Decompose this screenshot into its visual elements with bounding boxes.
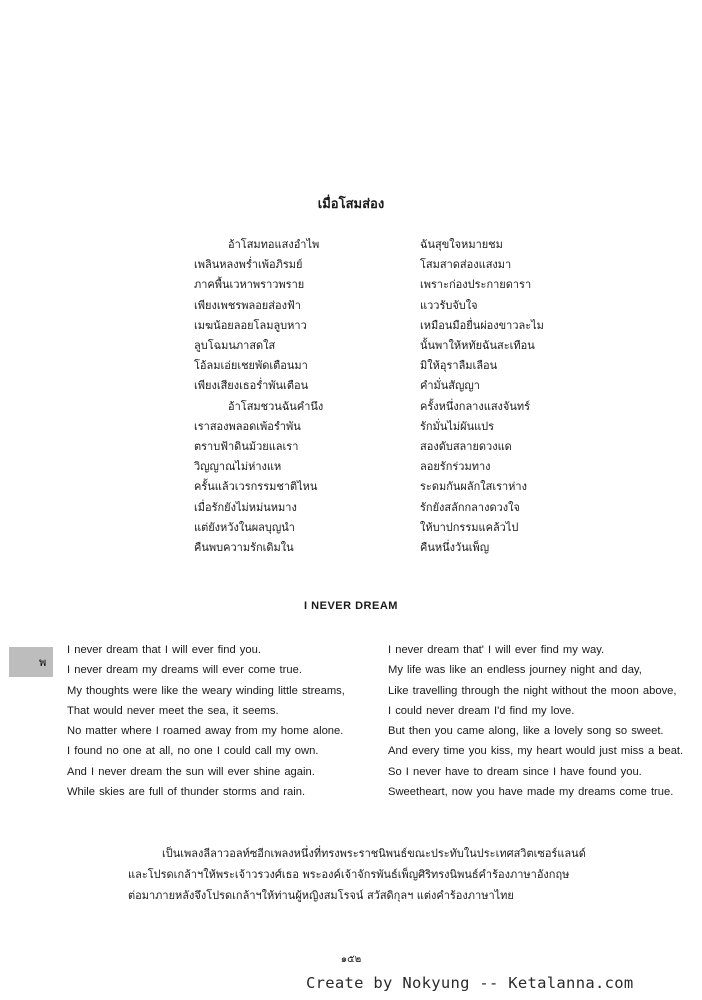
side-tab-label: พ xyxy=(39,656,47,669)
thai-poem-line: อ้าโสมทอแสงอำไพ xyxy=(228,238,320,251)
thai-poem-title: เมื่อโสมส่อง xyxy=(317,197,385,212)
english-poem-line: My thoughts were like the weary winding little streams, xyxy=(67,684,345,697)
english-poem-line: That would never meet the sea, it seems. xyxy=(67,704,279,717)
english-poem-line: And I never dream the sun will ever shine again. xyxy=(67,765,315,778)
thai-poem-line: แต่ยังหวังในผลบุญนำ xyxy=(194,520,295,534)
thai-poem-line: ครั้นแล้วเวรกรรมชาติไหน xyxy=(194,480,318,494)
english-poem-line: I never dream that I will ever find you. xyxy=(67,644,261,656)
english-poem-line: While skies are full of thunder storms and rain. xyxy=(67,786,306,799)
thai-poem-line: นั้นพาให้หทัยฉันสะเทือน xyxy=(420,339,535,353)
thai-poem-right-column xyxy=(420,235,620,558)
thai-poem-line: เพียงเพชรพลอยส่องฟ้า xyxy=(194,298,301,312)
english-poem-line: Sweetheart, now you have made my dreams come true. xyxy=(388,786,674,799)
thai-poem-line: อ้าโสมชวนฉันคำนึง xyxy=(228,399,324,413)
thai-poem-line: ฉันสุขใจหมายชม xyxy=(420,238,503,251)
english-poem-line: No matter where I roamed away from my home alone. xyxy=(67,725,344,738)
english-poem-line: So I never have to dream since I have found you. xyxy=(388,765,642,778)
thai-poem-line: ครั้งหนึ่งกลางแสงจันทร์ xyxy=(420,399,531,413)
thai-poem-line: ตราบฟ้าดินม้วยแลเรา xyxy=(194,440,299,454)
english-poem-right-column xyxy=(388,640,688,802)
thai-poem-line: รักยังสลักกลางดวงใจ xyxy=(420,500,520,514)
page-number: ๑๕๒ xyxy=(340,954,362,965)
watermark-text: Create by Nokyung -- Ketalanna.com xyxy=(306,974,634,992)
footnote-line: เป็นเพลงลีลาวอลท์ซอีกเพลงหนึ่งที่ทรงพระราชนิพนธ์ขณะประทับในประเทศสวิตเซอร์แลนด์ xyxy=(162,847,586,860)
footnote-line: ต่อมาภายหลังจึงโปรดเกล้าฯให้ท่านผู้หญิงสมโรจน์ สวัสดิกุลฯ แต่งคำร้องภาษาไทย xyxy=(128,889,514,902)
english-poem-title: I NEVER DREAM xyxy=(304,600,398,612)
thai-poem-line: คืนพบความรักเดิมใน xyxy=(194,541,294,555)
english-poem-line: I could never dream I'd find my love. xyxy=(388,704,575,717)
thai-poem-line: คืนหนึ่งวันเพ็ญ xyxy=(420,541,490,555)
english-poem-line: And every time you kiss, my heart would just miss a beat. xyxy=(388,745,684,758)
thai-poem-line: เมฆน้อยลอยโลมลูบหาว xyxy=(194,318,307,332)
thai-poem-line: เพราะก่องประกายดารา xyxy=(420,278,532,292)
thai-poem-line: เหมือนมือยื่นผ่องขาวละไม xyxy=(420,318,544,332)
thai-poem-line: เพียงเสียงเธอร่ำพันเตือน xyxy=(194,379,309,393)
english-poem-line: My life was like an endless journey night and day, xyxy=(388,664,642,677)
thai-poem-line: คำมั่นสัญญา xyxy=(420,379,480,393)
thai-poem-line: เมื่อรักยังไม่หม่นหมาง xyxy=(194,500,297,514)
thai-poem-line: มิให้อุราลืมเลือน xyxy=(420,359,498,373)
side-tab-marker xyxy=(9,647,53,677)
thai-poem-line: โสมสาดส่องแสงมา xyxy=(420,258,512,272)
english-poem-line: I found no one at all, no one I could call my own. xyxy=(67,745,319,758)
footnote-line: และโปรดเกล้าฯให้พระเจ้าวรวงศ์เธอ พระองค์เจ้าจักรพันธ์เพ็ญศิริทรงนิพนธ์คำร้องภาษาอังกฤษ xyxy=(128,868,570,881)
thai-poem-line: ระดมกันผลักใสเราห่าง xyxy=(420,480,527,494)
thai-poem-line: โอ้ลมเอ่ยเชยพัดเตือนมา xyxy=(194,359,308,373)
thai-poem-line: ให้บาปกรรมแคล้วไป xyxy=(420,520,519,534)
english-poem-line: I never dream that' I will ever find my way. xyxy=(388,644,605,656)
thai-poem-line: ลูบโฉมนภาสดใส xyxy=(194,339,276,353)
english-poem-line: But then you came along, like a lovely song so sweet. xyxy=(388,725,664,738)
thai-poem-left-column xyxy=(194,235,394,558)
thai-poem-line: แววรับจับใจ xyxy=(420,298,478,312)
thai-poem-line: รักมั่นไม่ผันแปร xyxy=(420,419,495,433)
thai-poem-line: เพลินหลงพร่ำเพ้อภิรมย์ xyxy=(194,258,303,272)
english-poem-line: I never dream my dreams will ever come true. xyxy=(67,664,302,677)
english-poem-line: Like travelling through the night without the moon above, xyxy=(388,684,677,697)
english-poem-left-column xyxy=(67,640,367,802)
thai-poem-line: สองดับสลายดวงแด xyxy=(420,440,512,454)
thai-poem-line: ภาคพื้นเวหาพราวพราย xyxy=(194,278,305,292)
thai-poem-line: เราสองพลอดเพ้อรำพัน xyxy=(194,419,301,433)
thai-poem-line: ลอยรักร่วมทาง xyxy=(420,460,491,474)
thai-poem-line: วิญญาณไม่ห่างแห xyxy=(194,460,282,474)
